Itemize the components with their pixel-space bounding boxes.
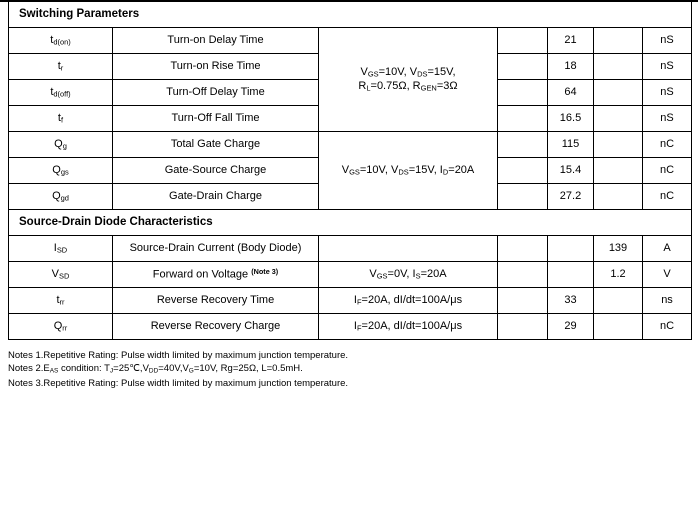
unit-cell: nS	[643, 80, 692, 106]
parameter-cell: Turn-on Rise Time	[113, 54, 319, 80]
symbol-cell: $t_{rr}$	[9, 288, 113, 314]
spec-table	[8, 1, 692, 340]
symbol-cell: $t_{d(on)}$	[9, 28, 113, 54]
symbol-cell: $Q_{gd}$	[9, 184, 113, 210]
table-row	[9, 132, 692, 158]
condition-cell: $V_{GS}=10V$, $V_{DS}=15V$, $I_D=20A$	[319, 132, 498, 210]
symbol-cell: $Q_{rr}$	[9, 314, 113, 340]
table-row	[9, 28, 692, 54]
unit-cell: nC	[643, 184, 692, 210]
typ-cell: 64	[548, 80, 594, 106]
min-cell	[498, 236, 548, 262]
unit-cell: A	[643, 236, 692, 262]
unit-cell: ns	[643, 288, 692, 314]
typ-cell: 27.2	[548, 184, 594, 210]
max-cell: 1.2	[594, 262, 643, 288]
max-cell	[594, 288, 643, 314]
unit-cell: V	[643, 262, 692, 288]
max-cell	[594, 314, 643, 340]
condition-cell: $I_F=20A$, dI/dt=100A/μs	[319, 288, 498, 314]
unit-cell: nC	[643, 314, 692, 340]
parameter-cell: Source-Drain Current (Body Diode)	[113, 236, 319, 262]
table-row	[9, 262, 692, 288]
table-row	[9, 236, 692, 262]
parameter-cell: Forward on Voltage $^{(Note 3)}$	[113, 262, 319, 288]
min-cell	[498, 184, 548, 210]
max-cell	[594, 106, 643, 132]
typ-cell: 115	[548, 132, 594, 158]
symbol-cell: $Q_{gs}$	[9, 158, 113, 184]
parameter-cell: Turn-on Delay Time	[113, 28, 319, 54]
min-cell	[498, 262, 548, 288]
section-header-diode	[9, 210, 692, 236]
max-cell	[594, 158, 643, 184]
min-cell	[498, 132, 548, 158]
max-cell	[594, 28, 643, 54]
min-cell	[498, 158, 548, 184]
parameter-cell: Reverse Recovery Time	[113, 288, 319, 314]
min-cell	[498, 54, 548, 80]
symbol-cell: $t_f$	[9, 106, 113, 132]
min-cell	[498, 28, 548, 54]
typ-cell: 18	[548, 54, 594, 80]
unit-cell: nS	[643, 106, 692, 132]
note-line: Notes 1.Repetitive Rating: Pulse width limited by maximum junction temperature.	[8, 350, 349, 361]
unit-cell: nS	[643, 54, 692, 80]
unit-cell: nC	[643, 158, 692, 184]
max-cell	[594, 54, 643, 80]
table-row	[9, 314, 692, 340]
parameter-cell: Turn-Off Delay Time	[113, 80, 319, 106]
parameter-cell: Turn-Off Fall Time	[113, 106, 319, 132]
min-cell	[498, 314, 548, 340]
max-cell	[594, 184, 643, 210]
symbol-cell: $I_{SD}$	[9, 236, 113, 262]
parameter-cell: Gate-Drain Charge	[113, 184, 319, 210]
min-cell	[498, 80, 548, 106]
min-cell	[498, 106, 548, 132]
parameter-cell: Gate-Source Charge	[113, 158, 319, 184]
symbol-cell: $Q_g$	[9, 132, 113, 158]
typ-cell: 29	[548, 314, 594, 340]
condition-cell: $V_{GS}=0V$, $I_S=20A$	[319, 262, 498, 288]
min-cell	[498, 288, 548, 314]
section-header-switching	[9, 2, 692, 28]
note-line: Notes 3.Repetitive Rating: Pulse width limited by maximum junction temperature.	[8, 378, 349, 390]
typ-cell	[548, 236, 594, 262]
max-cell: 139	[594, 236, 643, 262]
note-line: Notes $2.E_{AS}$ condition: $T_J=25℃,V_{DD}=40V,V_G=10V$, Rg=25Ω, L=0.5mH.	[8, 363, 303, 375]
condition-cell: $I_F=20A$, dI/dt=100A/μs	[319, 314, 498, 340]
symbol-cell: $V_{SD}$	[9, 262, 113, 288]
parameter-cell: Reverse Recovery Charge	[113, 314, 319, 340]
table-row	[9, 288, 692, 314]
typ-cell: 33	[548, 288, 594, 314]
condition-cell	[319, 236, 498, 262]
symbol-cell: $t_{d(off)}$	[9, 80, 113, 106]
section-title: Source-Drain Diode Characteristics	[9, 210, 692, 236]
condition-cell: $V_{GS}=10V$, $V_{DS}=15V$, $R_L=0.75\Omega$, $R_{GEN}=3\Omega$	[319, 28, 498, 132]
typ-cell	[548, 262, 594, 288]
max-cell	[594, 132, 643, 158]
symbol-cell: $t_r$	[9, 54, 113, 80]
typ-cell: 16.5	[548, 106, 594, 132]
section-title: Switching Parameters	[9, 2, 692, 28]
parameter-cell: Total Gate Charge	[113, 132, 319, 158]
unit-cell: nS	[643, 28, 692, 54]
typ-cell: 15.4	[548, 158, 594, 184]
typ-cell: 21	[548, 28, 594, 54]
max-cell	[594, 80, 643, 106]
unit-cell: nC	[643, 132, 692, 158]
notes	[8, 349, 348, 390]
